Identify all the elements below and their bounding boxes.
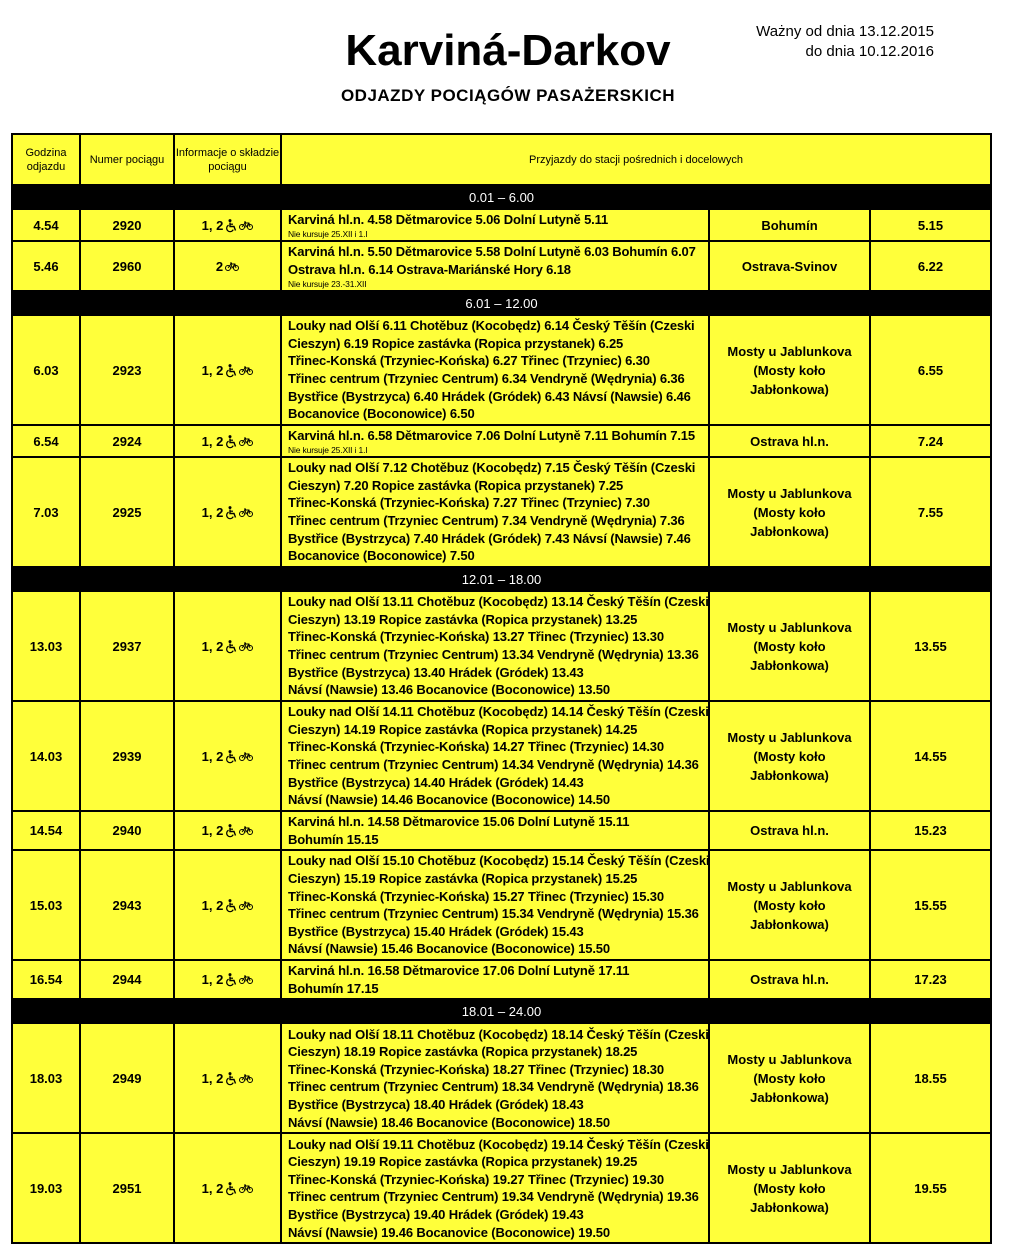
stop-line: Třinec-Konská (Trzyniec-Końska) 13.27 Třinec (Trzyniec) 13.30: [288, 629, 664, 645]
stop-line: Bystřice (Bystrzyca) 7.40 Hrádek (Gródek) 7.43 Návsí (Nawsie) 7.46: [288, 530, 691, 546]
arrival-time: 15.55: [870, 850, 991, 960]
wheelchair-icon: [226, 506, 237, 519]
train-row: [12, 960, 991, 999]
col-info: Informacje o składzie pociągu: [174, 134, 281, 185]
train-classes: 1, 2: [201, 748, 224, 764]
wheelchair-icon: [226, 219, 237, 232]
bicycle-icon: [239, 221, 253, 230]
train-classes: 1, 2: [201, 433, 224, 449]
stop-line: Třinec centrum (Trzyniec Centrum) 19.34 Vendryně (Wędrynia) 19.36: [288, 1189, 699, 1205]
stop-line: Třinec centrum (Trzyniec Centrum) 14.34 Vendryně (Wędrynia) 14.36: [288, 757, 699, 772]
stop-line: Návsí (Nawsie) 14.46 Bocanovice (Boconowice) 14.50: [288, 792, 610, 808]
arrival-time: 6.22: [870, 241, 991, 291]
service-note: Nie kursuje 25.XII i 1.I: [288, 228, 368, 239]
stop-line: Bohumín 17.15: [288, 980, 379, 996]
departure-time: 6.03: [12, 315, 80, 425]
intermediate-stops: [281, 315, 709, 425]
stop-line: Návsí (Nawsie) 19.46 Bocanovice (Boconowice) 19.50: [288, 1224, 610, 1240]
stop-line: Třinec-Konská (Trzyniec-Końska) 19.27 Třinec (Trzyniec) 19.30: [288, 1171, 664, 1187]
stop-line: Bocanovice (Boconowice) 6.50: [288, 406, 475, 422]
stop-line: Karviná hl.n. 14.58 Dětmarovice 15.06 Dolní Lutyně 15.11: [288, 814, 630, 829]
intermediate-stops: [281, 811, 709, 850]
train-number: 2951: [80, 1133, 174, 1243]
stop-line: Karviná hl.n. 16.58 Dětmarovice 17.06 Dolní Lutyně 17.11: [288, 963, 630, 979]
wheelchair-icon: [226, 899, 237, 912]
train-info: [174, 591, 281, 701]
validity-period: [756, 22, 934, 62]
bicycle-icon: [225, 262, 239, 271]
stop-line: Cieszyn) 6.19 Ropice zastávka (Ropica przystanek) 6.25: [288, 335, 624, 351]
departure-time: 15.03: [12, 850, 80, 960]
train-number: 2923: [80, 315, 174, 425]
train-classes: 1, 2: [201, 823, 224, 839]
train-info: [174, 960, 281, 999]
train-info: [174, 457, 281, 567]
destination: Bohumín: [709, 209, 870, 241]
stop-line: Návsí (Nawsie) 18.46 Bocanovice (Boconowice) 18.50: [288, 1114, 610, 1130]
stop-line: Karviná hl.n. 6.58 Dětmarovice 7.06 Dolní Lutyně 7.11 Bohumín 7.15: [288, 428, 695, 444]
col-arrivals: Przyjazdy do stacji pośrednich i docelowych: [281, 134, 991, 185]
stop-line: Třinec centrum (Trzyniec Centrum) 7.34 Vendryně (Wędrynia) 7.36: [288, 513, 685, 528]
intermediate-stops: [281, 701, 709, 811]
train-number: 2944: [80, 960, 174, 999]
departure-time: 14.54: [12, 811, 80, 850]
train-info: [174, 811, 281, 850]
arrival-time: 7.24: [870, 425, 991, 457]
header-row: [12, 134, 991, 185]
train-row: [12, 425, 991, 457]
stop-line: Louky nad Olší 13.11 Chotěbuz (Kocobędz) 13.14 Český Těšín (Czeski: [288, 594, 709, 610]
destination: Ostrava-Svinov: [709, 241, 870, 291]
bicycle-icon: [239, 901, 253, 910]
stop-line: Louky nad Olší 6.11 Chotěbuz (Kocobędz) 6.14 Český Těšín (Czeski: [288, 318, 695, 334]
intermediate-stops: [281, 425, 709, 457]
train-classes: 1, 2: [201, 217, 224, 233]
section-header: [12, 291, 991, 315]
arrival-time: 6.55: [870, 315, 991, 425]
train-number: 2920: [80, 209, 174, 241]
arrival-time: 19.55: [870, 1133, 991, 1243]
wheelchair-icon: [226, 364, 237, 377]
section-label: 18.01 – 24.00: [12, 999, 991, 1023]
stop-line: Návsí (Nawsie) 15.46 Bocanovice (Boconowice) 15.50: [288, 941, 610, 957]
stop-line: Třinec centrum (Trzyniec Centrum) 18.34 Vendryně (Wędrynia) 18.36: [288, 1079, 699, 1095]
destination: Mosty u Jablunkova (Mosty koło Jabłonkowa): [709, 457, 870, 567]
stop-line: Cieszyn) 7.20 Ropice zastávka (Ropica przystanek) 7.25: [288, 477, 624, 493]
page-subtitle: ODJAZDY POCIĄGÓW PASAŻERSKICH: [340, 86, 676, 105]
stop-line: Cieszyn) 13.19 Ropice zastávka (Ropica przystanek) 13.25: [288, 611, 638, 627]
intermediate-stops: [281, 241, 709, 291]
train-classes: 1, 2: [201, 897, 224, 913]
departure-time: 18.03: [12, 1023, 80, 1133]
stop-line: Cieszyn) 14.19 Ropice zastávka (Ropica przystanek) 14.25: [288, 721, 638, 737]
bicycle-icon: [239, 1074, 253, 1083]
train-row: [12, 315, 991, 425]
page-header: [0, 0, 1000, 130]
train-classes: 1, 2: [201, 362, 224, 378]
stop-line: Třinec-Konská (Trzyniec-Końska) 6.27 Třinec (Trzyniec) 6.30: [288, 353, 650, 369]
arrival-time: 14.55: [870, 701, 991, 811]
wheelchair-icon: [226, 1072, 237, 1085]
stop-line: Cieszyn) 18.19 Ropice zastávka (Ropica przystanek) 18.25: [288, 1044, 638, 1060]
train-number: 2940: [80, 811, 174, 850]
stop-line: Bystřice (Bystrzyca) 6.40 Hrádek (Gródek) 6.43 Návsí (Nawsie) 6.46: [288, 388, 691, 404]
departure-time: 6.54: [12, 425, 80, 457]
train-row: [12, 209, 991, 241]
train-info: [174, 241, 281, 291]
wheelchair-icon: [226, 1182, 237, 1195]
timetable-body: [12, 185, 991, 1243]
stop-line: Karviná hl.n. 4.58 Dětmarovice 5.06 Dolní Lutyně 5.11: [288, 212, 609, 228]
arrival-time: 7.55: [870, 457, 991, 567]
train-number: 2924: [80, 425, 174, 457]
arrival-time: 5.15: [870, 209, 991, 241]
section-label: 12.01 – 18.00: [12, 567, 991, 591]
train-row: [12, 591, 991, 701]
intermediate-stops: [281, 1023, 709, 1133]
stop-line: Bohumín 15.15: [288, 831, 379, 847]
departure-time: 16.54: [12, 960, 80, 999]
destination: Mosty u Jablunkova (Mosty koło Jabłonkowa): [709, 315, 870, 425]
bicycle-icon: [239, 642, 253, 651]
valid-to: do dnia 10.12.2016: [805, 43, 934, 60]
stop-line: Louky nad Olší 18.11 Chotěbuz (Kocobędz) 18.14 Český Těšín (Czeski: [288, 1026, 709, 1042]
intermediate-stops: [281, 1133, 709, 1243]
arrival-time: 17.23: [870, 960, 991, 999]
bicycle-icon: [239, 1184, 253, 1193]
train-classes: 1, 2: [201, 1070, 224, 1086]
destination: Mosty u Jablunkova (Mosty koło Jabłonkowa): [709, 1023, 870, 1133]
bicycle-icon: [239, 975, 253, 984]
stop-line: Louky nad Olší 7.12 Chotěbuz (Kocobędz) 7.15 Český Těšín (Czeski: [288, 460, 696, 476]
train-number: 2949: [80, 1023, 174, 1133]
train-classes: 1, 2: [201, 1180, 224, 1196]
stop-line: Třinec-Konská (Trzyniec-Końska) 7.27 Třinec (Trzyniec) 7.30: [288, 495, 650, 511]
train-classes: 2: [215, 258, 224, 274]
bicycle-icon: [239, 366, 253, 375]
intermediate-stops: [281, 850, 709, 960]
wheelchair-icon: [226, 640, 237, 653]
train-info: [174, 701, 281, 811]
destination: Ostrava hl.n.: [709, 960, 870, 999]
stop-line: Třinec centrum (Trzyniec Centrum) 13.34 Vendryně (Wędrynia) 13.36: [288, 647, 699, 662]
bicycle-icon: [239, 752, 253, 761]
destination: Ostrava hl.n.: [709, 811, 870, 850]
train-number: 2925: [80, 457, 174, 567]
destination: Ostrava hl.n.: [709, 425, 870, 457]
section-label: 6.01 – 12.00: [12, 291, 991, 315]
stop-line: Bystřice (Bystrzyca) 15.40 Hrádek (Gródek) 15.43: [288, 923, 584, 939]
timetable: [11, 133, 992, 1244]
stop-line: Cieszyn) 15.19 Ropice zastávka (Ropica przystanek) 15.25: [288, 871, 638, 886]
stop-line: Třinec-Konská (Trzyniec-Końska) 18.27 Třinec (Trzyniec) 18.30: [288, 1061, 664, 1077]
destination: Mosty u Jablunkova (Mosty koło Jabłonkowa): [709, 701, 870, 811]
intermediate-stops: [281, 209, 709, 241]
section-label: 0.01 – 6.00: [12, 185, 991, 209]
stop-line: Třinec centrum (Trzyniec Centrum) 6.34 Vendryně (Wędrynia) 6.36: [288, 371, 685, 386]
stop-line: Louky nad Olší 19.11 Chotěbuz (Kocobędz) 19.14 Český Těšín (Czeski: [288, 1136, 709, 1152]
destination: Mosty u Jablunkova (Mosty koło Jabłonkowa): [709, 591, 870, 701]
train-classes: 1, 2: [201, 638, 224, 654]
stop-line: Bystřice (Bystrzyca) 13.40 Hrádek (Gródek) 13.43: [288, 664, 584, 680]
col-train-number: Numer pociągu: [80, 134, 174, 185]
train-row: [12, 850, 991, 960]
service-note: Nie kursuje 23.-31.XII: [288, 278, 367, 289]
stop-line: Louky nad Olší 14.11 Chotěbuz (Kocobędz) 14.14 Český Těšín (Czeski: [288, 704, 709, 720]
train-row: [12, 1133, 991, 1243]
train-number: 2939: [80, 701, 174, 811]
arrival-time: 18.55: [870, 1023, 991, 1133]
stop-line: Bocanovice (Boconowice) 7.50: [288, 548, 475, 564]
stop-line: Louky nad Olší 15.10 Chotěbuz (Kocobędz) 15.14 Český Těšín (Czeski: [288, 853, 710, 869]
stop-line: Bystřice (Bystrzyca) 19.40 Hrádek (Gródek) 19.43: [288, 1206, 584, 1222]
train-info: [174, 315, 281, 425]
train-info: [174, 1133, 281, 1243]
service-note: Nie kursuje 25.XII i 1.I: [288, 444, 368, 455]
section-header: [12, 567, 991, 591]
departure-time: 13.03: [12, 591, 80, 701]
train-number: 2943: [80, 850, 174, 960]
train-info: [174, 1023, 281, 1133]
train-row: [12, 1023, 991, 1133]
stop-line: Návsí (Nawsie) 13.46 Bocanovice (Boconowice) 13.50: [288, 682, 610, 698]
intermediate-stops: [281, 591, 709, 701]
train-number: 2960: [80, 241, 174, 291]
valid-from: Ważny od dnia 13.12.2015: [756, 23, 934, 40]
stop-line: Cieszyn) 19.19 Ropice zastávka (Ropica przystanek) 19.25: [288, 1154, 638, 1170]
train-classes: 1, 2: [201, 504, 224, 520]
intermediate-stops: [281, 457, 709, 567]
arrival-time: 13.55: [870, 591, 991, 701]
arrival-time: 15.23: [870, 811, 991, 850]
section-header: [12, 185, 991, 209]
stop-line: Třinec centrum (Trzyniec Centrum) 15.34 Vendryně (Wędrynia) 15.36: [288, 906, 699, 922]
train-info: [174, 209, 281, 241]
page-title: Karviná-Darkov: [345, 26, 671, 75]
destination: Mosty u Jablunkova (Mosty koło Jabłonkowa): [709, 1133, 870, 1243]
bicycle-icon: [239, 826, 253, 835]
bicycle-icon: [239, 437, 253, 446]
departure-time: 4.54: [12, 209, 80, 241]
stop-line: Třinec-Konská (Trzyniec-Końska) 14.27 Třinec (Trzyniec) 14.30: [288, 739, 664, 755]
stop-line: Třinec-Konská (Trzyniec-Końska) 15.27 Třinec (Trzyniec) 15.30: [288, 888, 664, 904]
intermediate-stops: [281, 960, 709, 999]
departure-time: 19.03: [12, 1133, 80, 1243]
wheelchair-icon: [226, 750, 237, 763]
col-departure: Godzina odjazdu: [12, 134, 80, 185]
destination: Mosty u Jablunkova (Mosty koło Jabłonkowa): [709, 850, 870, 960]
train-info: [174, 850, 281, 960]
bicycle-icon: [239, 508, 253, 517]
train-row: [12, 457, 991, 567]
stop-line: Bystřice (Bystrzyca) 18.40 Hrádek (Gródek) 18.43: [288, 1096, 584, 1112]
departure-time: 5.46: [12, 241, 80, 291]
train-number: 2937: [80, 591, 174, 701]
stop-line: Karviná hl.n. 5.50 Dětmarovice 5.58 Dolní Lutyně 6.03 Bohumín 6.07: [288, 244, 696, 260]
departure-time: 14.03: [12, 701, 80, 811]
train-classes: 1, 2: [201, 972, 224, 988]
section-header: [12, 999, 991, 1023]
train-info: [174, 425, 281, 457]
wheelchair-icon: [226, 973, 237, 986]
departure-time: 7.03: [12, 457, 80, 567]
wheelchair-icon: [226, 824, 237, 837]
train-row: [12, 811, 991, 850]
wheelchair-icon: [226, 435, 237, 448]
train-row: [12, 241, 991, 291]
stop-line: Ostrava hl.n. 6.14 Ostrava-Mariánské Hory 6.18: [288, 262, 571, 277]
stop-line: Bystřice (Bystrzyca) 14.40 Hrádek (Gródek) 14.43: [288, 774, 584, 790]
train-row: [12, 701, 991, 811]
